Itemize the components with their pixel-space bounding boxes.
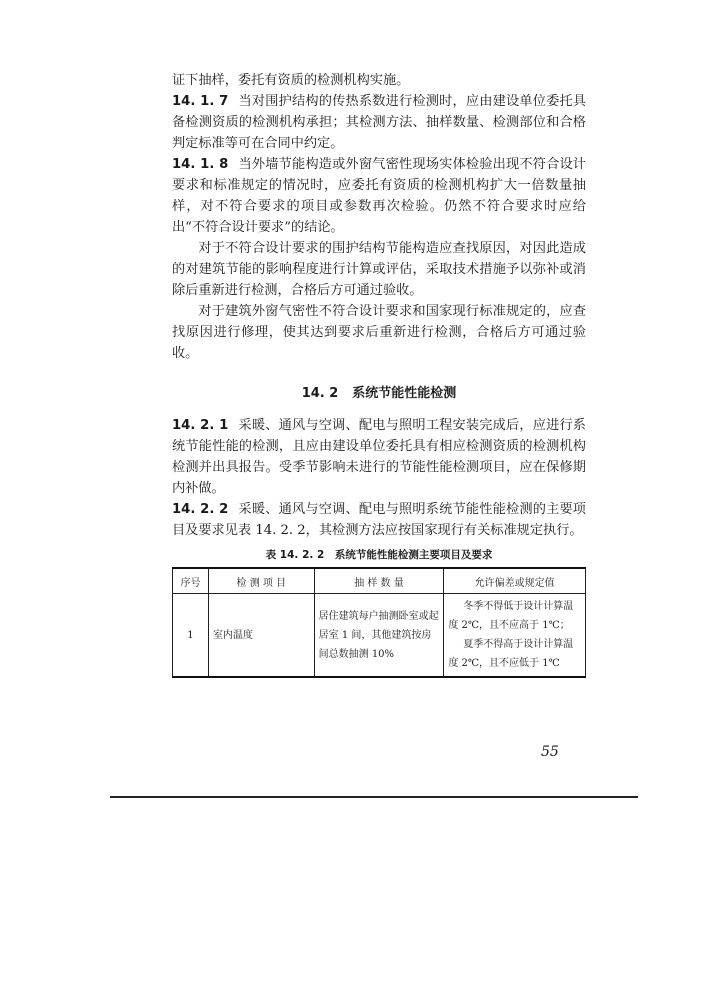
section-number: 14. 2 [301,386,339,401]
clause-text: 当对围护结构的传热系数进行检测时，应由建设单位委托具备检测资质的检测机构承担；其检测方法、抽样数量、检测部位和合格判定标准等可在合同中约定。 [172,94,586,151]
clause-text: 采暖、通风与空调、配电与照明工程安装完成后，应进行系统节能性能的检测，且应由建设单位委托具有相应检测资质的检测机构检测并出具报告。受季节影响未进行的节能性能检测项目，应在保修期内补做。 [172,418,586,496]
page-number: 55 [541,744,559,760]
cell-item: 室内温度 [208,594,314,678]
table-title: 表 14. 2. 2 系统节能性能检测主要项目及要求 [265,549,493,561]
header-tolerance: 允许偏差或规定值 [444,568,586,594]
tolerance-summer: 夏季不得高于设计计算温度 2℃，且不应低于 1℃ [448,639,574,669]
cell-tolerance [444,594,586,678]
paragraph-continuation: 证下抽样，委托有资质的检测机构实施。 [172,73,410,88]
clause-number: 14. 1. 7 [172,94,229,109]
header-item: 检 测 项 目 [208,568,314,594]
clause-14-1-8 [172,154,586,238]
cell-sampling: 居住建筑每户抽测卧室或起居室 1 间，其他建筑按房间总数抽测 10% [314,594,444,678]
clause-number: 14. 2. 2 [172,502,229,517]
table-row [173,594,586,678]
tolerance-winter: 冬季不得低于设计计算温度 2℃，且不应高于 1℃； [448,601,574,631]
paragraph-envelope-remedy: 对于不符合设计要求的围护结构节能构造应查找原因，对因此造成的对建筑节能的影响程度进行计算或评估，采取技术措施予以弥补或消除后重新进行检测，合格后方可通过验收。 [172,241,586,298]
page-body [172,70,586,678]
paragraph-window-remedy: 对于建筑外窗气密性不符合设计要求和国家现行标准规定的，应查找原因进行修理，使其达到要求后重新进行检测，合格后方可通过验收。 [172,304,586,361]
clause-text: 当外墙节能构造或外窗气密性现场实体检验出现不符合设计要求和标准规定的情况时，应委托有资质的检测机构扩大一倍数量抽样，对不符合要求的项目或参数再次检验。仍然不符合要求时应给出“不符合设计要求”的结论。 [172,157,586,235]
clause-14-2-1 [172,415,586,499]
header-sampling: 抽 样 数 量 [314,568,444,594]
bottom-divider [110,796,638,798]
clause-14-1-7 [172,91,586,154]
inspection-table [172,567,586,678]
cell-no: 1 [173,594,209,678]
section-heading [172,382,586,401]
clause-14-2-2 [172,499,586,541]
section-title: 系统节能性能检测 [352,386,457,401]
header-no: 序号 [173,568,209,594]
clause-text: 采暖、通风与空调、配电与照明系统节能性能检测的主要项目及要求见表 14. 2. 2，其检测方法应按国家现行有关标准规定执行。 [172,502,586,538]
clause-number: 14. 1. 8 [172,157,229,172]
clause-number: 14. 2. 1 [172,418,229,433]
table-header-row [173,568,586,594]
